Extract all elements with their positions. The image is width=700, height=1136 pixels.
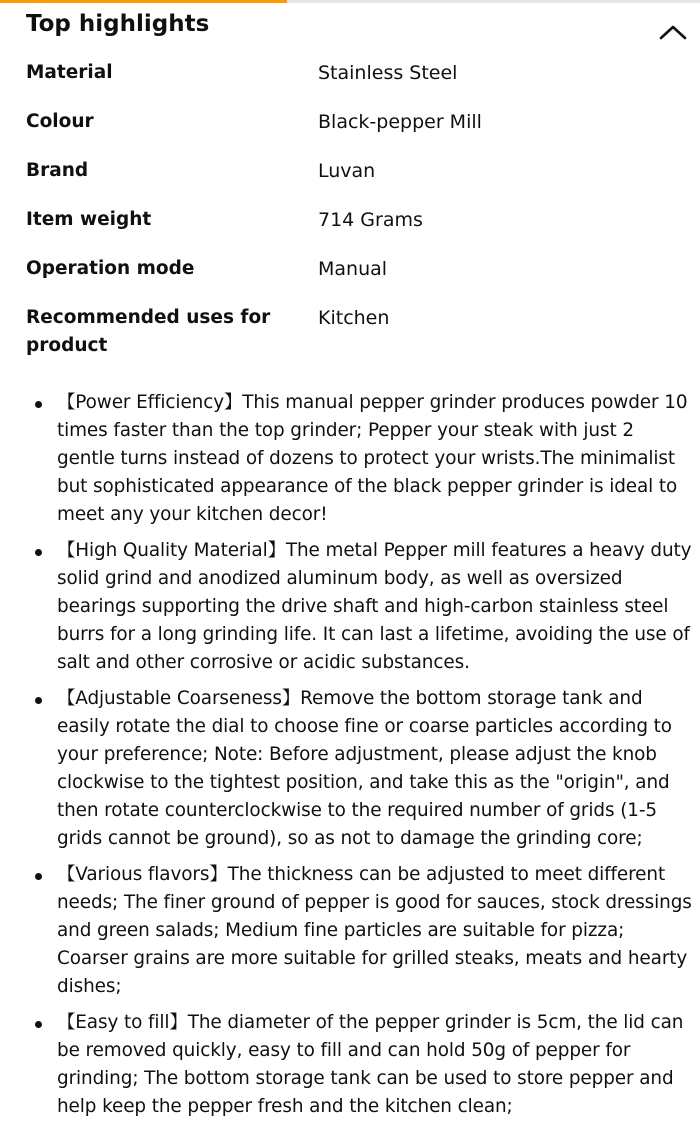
bullet-dot-icon — [35, 697, 42, 704]
attribute-name: Colour — [26, 111, 94, 132]
attribute-row — [26, 59, 686, 108]
feature-bullet — [0, 1009, 700, 1121]
attribute-name: Brand — [26, 160, 89, 181]
feature-bullet-text: 【Adjustable Coarseness】Remove the bottom storage tank and easily rotate the dial to choose fine or coarse particles according to your preference; Note: Before adjustment, please adjust the knob clockwise to the tightest position, and take this as the "origin", and then rotate counterclockwise to the required number of grids (1-5 grids cannot be ground), so as not to damage the grinding core; — [57, 688, 672, 849]
attribute-row — [26, 157, 686, 206]
feature-bullet-list — [0, 389, 700, 1129]
scroll-progress-track — [0, 0, 700, 3]
feature-bullet-text: 【Power Efficiency】This manual pepper grinder produces powder 10 times faster than the top grinder; Pepper your steak with just 2 gentle turns instead of dozens to protect your wrists.The minimalist but sophisticated appearance of the black pepper grinder is ideal to meet any your kitchen decor! — [57, 392, 688, 525]
bullet-dot-icon — [35, 401, 42, 408]
scroll-progress-fill — [0, 0, 287, 3]
feature-bullet — [0, 685, 700, 853]
attribute-value: Stainless Steel — [318, 62, 458, 84]
attribute-name: Operation mode — [26, 258, 195, 279]
feature-bullet-text: 【Various flavors】The thickness can be adjusted to meet different needs; The finer ground of pepper is good for sauces, stock dressings and green salads; Medium fine particles are suitable for pizza; Coarser grains are more suitable for grilled steaks, meats and hearty dishes; — [57, 864, 692, 997]
attribute-row — [26, 108, 686, 157]
top-highlights-header[interactable] — [26, 8, 694, 48]
attribute-value: Kitchen — [318, 307, 390, 329]
bullet-dot-icon — [35, 1021, 42, 1028]
attribute-value: 714 Grams — [318, 209, 423, 231]
feature-bullet-text: 【Easy to fill】The diameter of the pepper grinder is 5cm, the lid can be removed quickly, easy to fill and can hold 50g of pepper for grinding; The bottom storage tank can be used to store pepper and help keep the pepper fresh and the kitchen clean; — [57, 1012, 684, 1117]
chevron-up-icon[interactable] — [658, 22, 688, 42]
feature-bullet-text: 【High Quality Material】The metal Pepper mill features a heavy duty solid grind and anodized aluminum body, as well as oversized bearings supporting the drive shaft and high-carbon stainless steel burrs for a long grinding life. It can last a lifetime, avoiding the use of salt and other corrosive or acidic substances. — [57, 540, 692, 673]
bullet-dot-icon — [35, 873, 42, 880]
feature-bullet — [0, 861, 700, 1001]
product-attributes-table — [26, 59, 686, 364]
attribute-value: Manual — [318, 258, 388, 280]
attribute-value: Black-pepper Mill — [318, 111, 482, 133]
attribute-row — [26, 304, 686, 364]
attribute-name: Recommended uses for product — [26, 307, 271, 356]
feature-bullet — [0, 537, 700, 677]
attribute-row — [26, 255, 686, 304]
attribute-value: Luvan — [318, 160, 376, 182]
attribute-name: Item weight — [26, 209, 152, 230]
attribute-row — [26, 206, 686, 255]
attribute-name: Material — [26, 62, 113, 83]
bullet-dot-icon — [35, 549, 42, 556]
section-title: Top highlights — [26, 11, 210, 37]
feature-bullet — [0, 389, 700, 529]
